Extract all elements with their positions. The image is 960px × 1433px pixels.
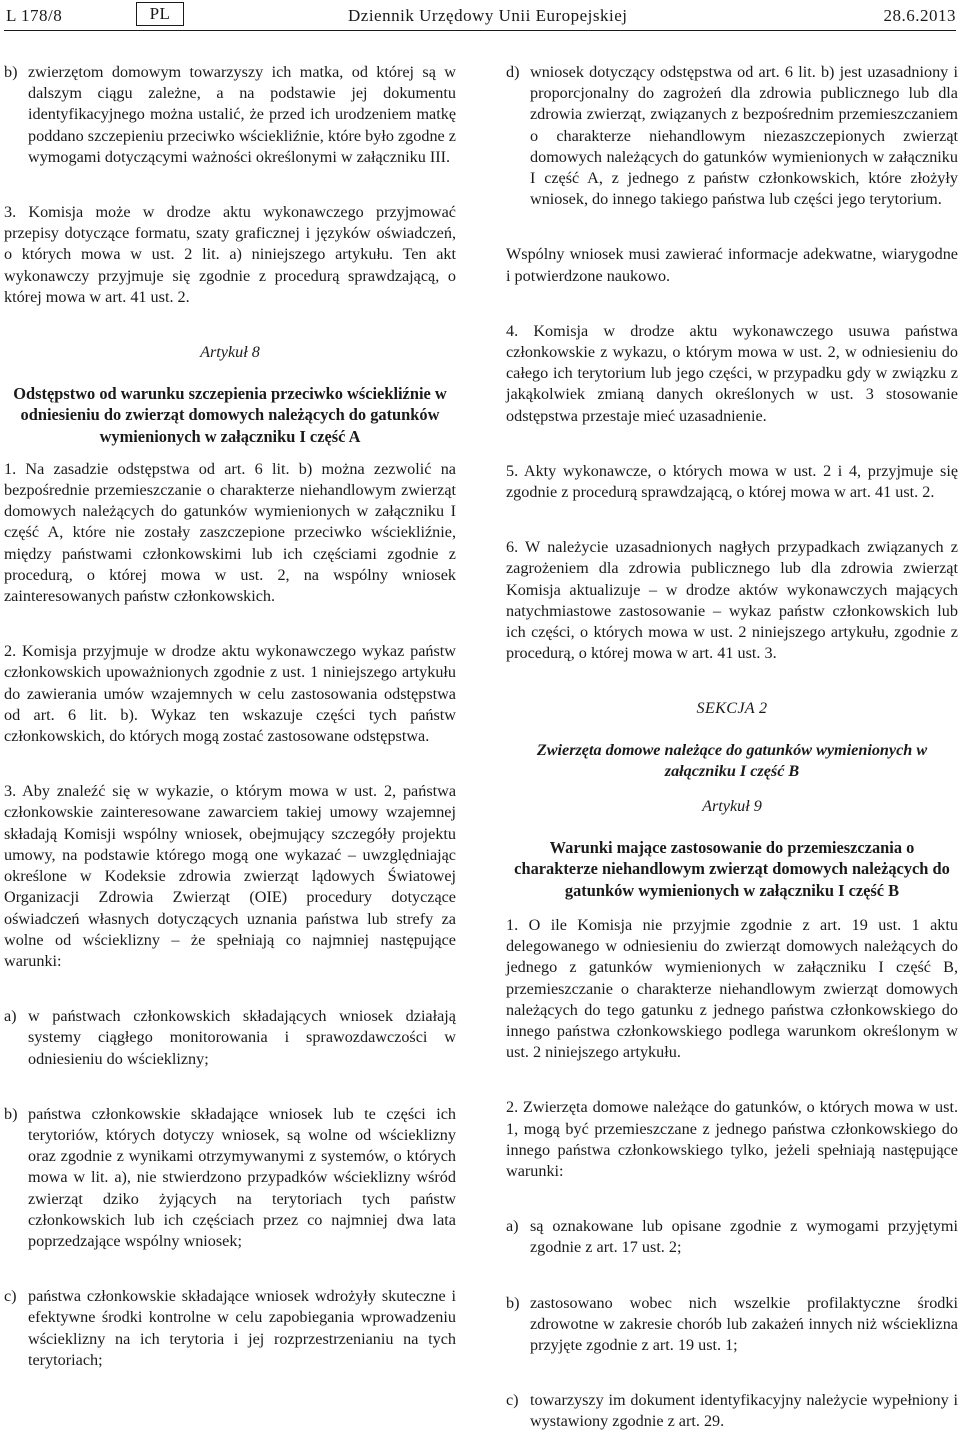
list-item	[4, 1104, 456, 1252]
item-text: w państwach członkowskich składających wniosek działają systemy ciągłego monitorowania i sprawozdawczości w odniesieniu do wścieklizny;	[28, 1007, 456, 1068]
list-item	[506, 1390, 958, 1432]
joint-request-paragraph: Wspólny wniosek musi zawierać informacje adekwatne, wiarygodne i potwierdzone naukowo.	[506, 245, 958, 285]
article-9-para-1: 1. O ile Komisja nie przyjmie zgodnie z art. 19 ust. 1 aktu delegowanego w odniesieniu do zwierząt domowych należących do jednego z gatunków wymienionych w załączniku I część B, przemieszczanie o charakterze niehandlowym zwierząt domowych należących do tego gatunku z jednego państwa członkowskiego do innego państwa członkowskiego podlega warunkom określonym w ust. 2 niniejszego artykułu.	[506, 915, 958, 1062]
header-rule	[4, 30, 956, 31]
article-9-para-2: 2. Zwierzęta domowe należące do gatunków, o których mowa w ust. 1, mogą być przemieszczane z jednego państwa członkowskiego do innego państwa członkowskiego tylko, jeżeli spełniają następujące warunki:	[506, 1098, 958, 1180]
item-text: są oznakowane lub opisane zgodnie z wymogami przyjętymi zgodnie z art. 17 ust. 2;	[530, 1217, 958, 1257]
item-text: zwierzętom domowym towarzyszy ich matka, od której są w dalszym ciągu zależne, a na podstawie jej dokumentu identyfikacyjnego można ustalić, że przed ich urodzeniem matkę poddano szczepieniu przeciwko wściekliźnie, które było zgodne z wymogami dotyczącymi ważności określonymi w załączniku III.	[28, 63, 456, 166]
paragraph-5: 5. Akty wykonawcze, o których mowa w ust. 2 i 4, przyjmuje się zgodnie z procedurą sprawdzającą, o której mowa w art. 41 ust. 2.	[506, 461, 958, 502]
item-label: a)	[506, 1217, 519, 1236]
section-number: SEKCJA 2	[696, 699, 768, 718]
list-item	[506, 1293, 958, 1357]
article-8-para-2: 2. Komisja przyjmuje w drodze aktu wykonawczego wykaz państw członkowskich upoważnionych zgodnie z ust. 1 niniejszego artykułu do zawierania umów wzajemnych w celu zastosowania odstępstwa od art. 6 lit. b). Wykaz ten wskazuje części tych państw członkowskich, do których mogą zostać zastosowane odstępstwa.	[4, 642, 456, 746]
list-item	[4, 1006, 456, 1070]
paragraph-6: 6. W należycie uzasadnionych nagłych przypadkach związanych z zagrożeniem dla zdrowia publicznego lub dla zdrowia zwierząt Komisja aktualizuje – w drodze aktów wykonawczych mających natychmiastowe zastosowanie – wykaz państw członkowskich lub ich części, o których mowa w ust. 2 niniejszego artykułu, zgodnie z procedurą, o której mowa w art. 41 ust. 3.	[506, 538, 958, 663]
item-label: c)	[506, 1391, 519, 1410]
publication-date: 28.6.2013	[883, 6, 956, 25]
article-8-title: Odstępstwo od warunku szczepienia przeciwko wściekliźnie w odniesieniu do zwierząt domowych należących do gatunków wymienionych w załączniku I część A	[13, 384, 447, 446]
left-column	[4, 62, 456, 1371]
list-item	[506, 62, 958, 210]
language-badge: PL	[136, 2, 184, 26]
item-label: b)	[506, 1293, 520, 1312]
item-label: c)	[4, 1287, 17, 1306]
section-title: Zwierzęta domowe należące do gatunków wymienionych w załączniku I część B	[536, 740, 928, 780]
item-text: państwa członkowskie składające wniosek lub te części ich terytoriów, których dotyczy wniosek, są wolne od wścieklizny oraz zgodnie z wynikami otrzymywanymi z systemów, o których mowa w lit. a), nie stwierdzono przypadków wścieklizny wśród zwierząt dziko żyjących na terytoriach tych państw członkowskich lub ich częściach przez co najmniej dwa lata poprzedzające wspólny wniosek;	[28, 1104, 456, 1250]
list-item	[4, 62, 456, 168]
article-8-para-3: 3. Aby znaleźć się w wykazie, o którym mowa w ust. 2, państwa członkowskie zainteresowane zawarciem takiej umowy wzajemnej składają Komisji wspólny wniosek, obejmujący szczegóły projektu umowy, na podstawie którego mogą one wykazać – uwzględniając określone w Kodeksie zdrowia zwierząt lądowych Światowej Organizacji Zdrowia Zwierząt (OIE) procedury dotyczące oświadczeń własnych dotyczących uznania państwa lub strefy za wolne od wścieklizny – że spełniają co najmniej następujące warunki:	[4, 782, 456, 970]
item-label: a)	[4, 1007, 17, 1026]
article-9-title: Warunki mające zastosowanie do przemieszczania o charakterze niehandlowym zwierząt domowych należących do gatunków wymienionych w załączniku I część B	[514, 838, 950, 900]
item-text: zastosowano wobec nich wszelkie profilaktyczne środki zdrowotne w zakresie chorób lub zakażeń innych niż wścieklizna przyjęte zgodnie z art. 19 ust. 1;	[530, 1293, 958, 1354]
page-header	[0, 0, 960, 34]
item-label: b)	[4, 1104, 18, 1123]
article-8-number: Artykuł 8	[200, 343, 260, 362]
item-text: państwa członkowskie składające wniosek wdrożyły skuteczne i efektywne środki kontrolne w celu zapobiegania wprowadzeniu wścieklizny na ich terytoria i jej rozprzestrzenianiu na tych terytoriach;	[28, 1287, 456, 1369]
article-9-number: Artykuł 9	[702, 797, 762, 816]
item-text: towarzyszy im dokument identyfikacyjny należycie wypełniony i wystawiony zgodnie z art. 29.	[530, 1391, 958, 1431]
paragraph-3: 3. Komisja może w drodze aktu wykonawczego przyjmować przepisy dotyczące formatu, szaty graficznej i języków oświadczeń, o których mowa w ust. 2 lit. a) niniejszego artykułu. Ten akt wykonawczy przyjmuje się zgodnie z procedurą sprawdzającą, o której mowa w art. 41 ust. 2.	[4, 203, 456, 306]
list-item	[506, 1216, 958, 1258]
item-label: b)	[4, 63, 18, 81]
paragraph-4: 4. Komisja w drodze aktu wykonawczego usuwa państwa członkowskie z wykazu, o którym mowa w ust. 2, w odniesieniu do całego ich terytorium lub jego części, w przypadku gdy w związku z jakąkolwiek zmianą danych określonych w ust. 3 stosowanie odstępstwa przestaje mieć uzasadnienie.	[506, 321, 958, 425]
right-column	[506, 62, 958, 1433]
page-number: L 178/8	[6, 6, 63, 25]
item-label: d)	[506, 63, 520, 81]
list-item	[4, 1286, 456, 1371]
journal-title: Dziennik Urzędowy Unii Europejskiej	[348, 6, 628, 25]
article-8-para-1: 1. Na zasadzie odstępstwa od art. 6 lit. b) można zezwolić na bezpośrednie przemieszczanie o charakterze niehandlowym zwierząt domowych należących do gatunków wymienionych w załączniku I część A, które nie zostały zaszczepione przeciwko wściekliźnie, między państwami członkowskimi lub ich częściami zgodnie z procedurą, o której mowa w ust. 2, na wspólny wniosek zainteresowanych państw członkowskich.	[4, 459, 456, 606]
item-text: wniosek dotyczący odstępstwa od art. 6 lit. b) jest uzasadniony i proporcjonalny do zagrożeń dla zdrowia publicznego lub dla zdrowia zwierząt, związanych z bezpośrednim przemieszczaniem o charakterze niehandlowym niezaszczepionych zwierząt domowych należących do gatunków wymienionych w załączniku I część A, z jednego z państw członkowskich, które złożyły wniosek, do innego takiego państwa lub części jego terytorium.	[530, 63, 958, 209]
